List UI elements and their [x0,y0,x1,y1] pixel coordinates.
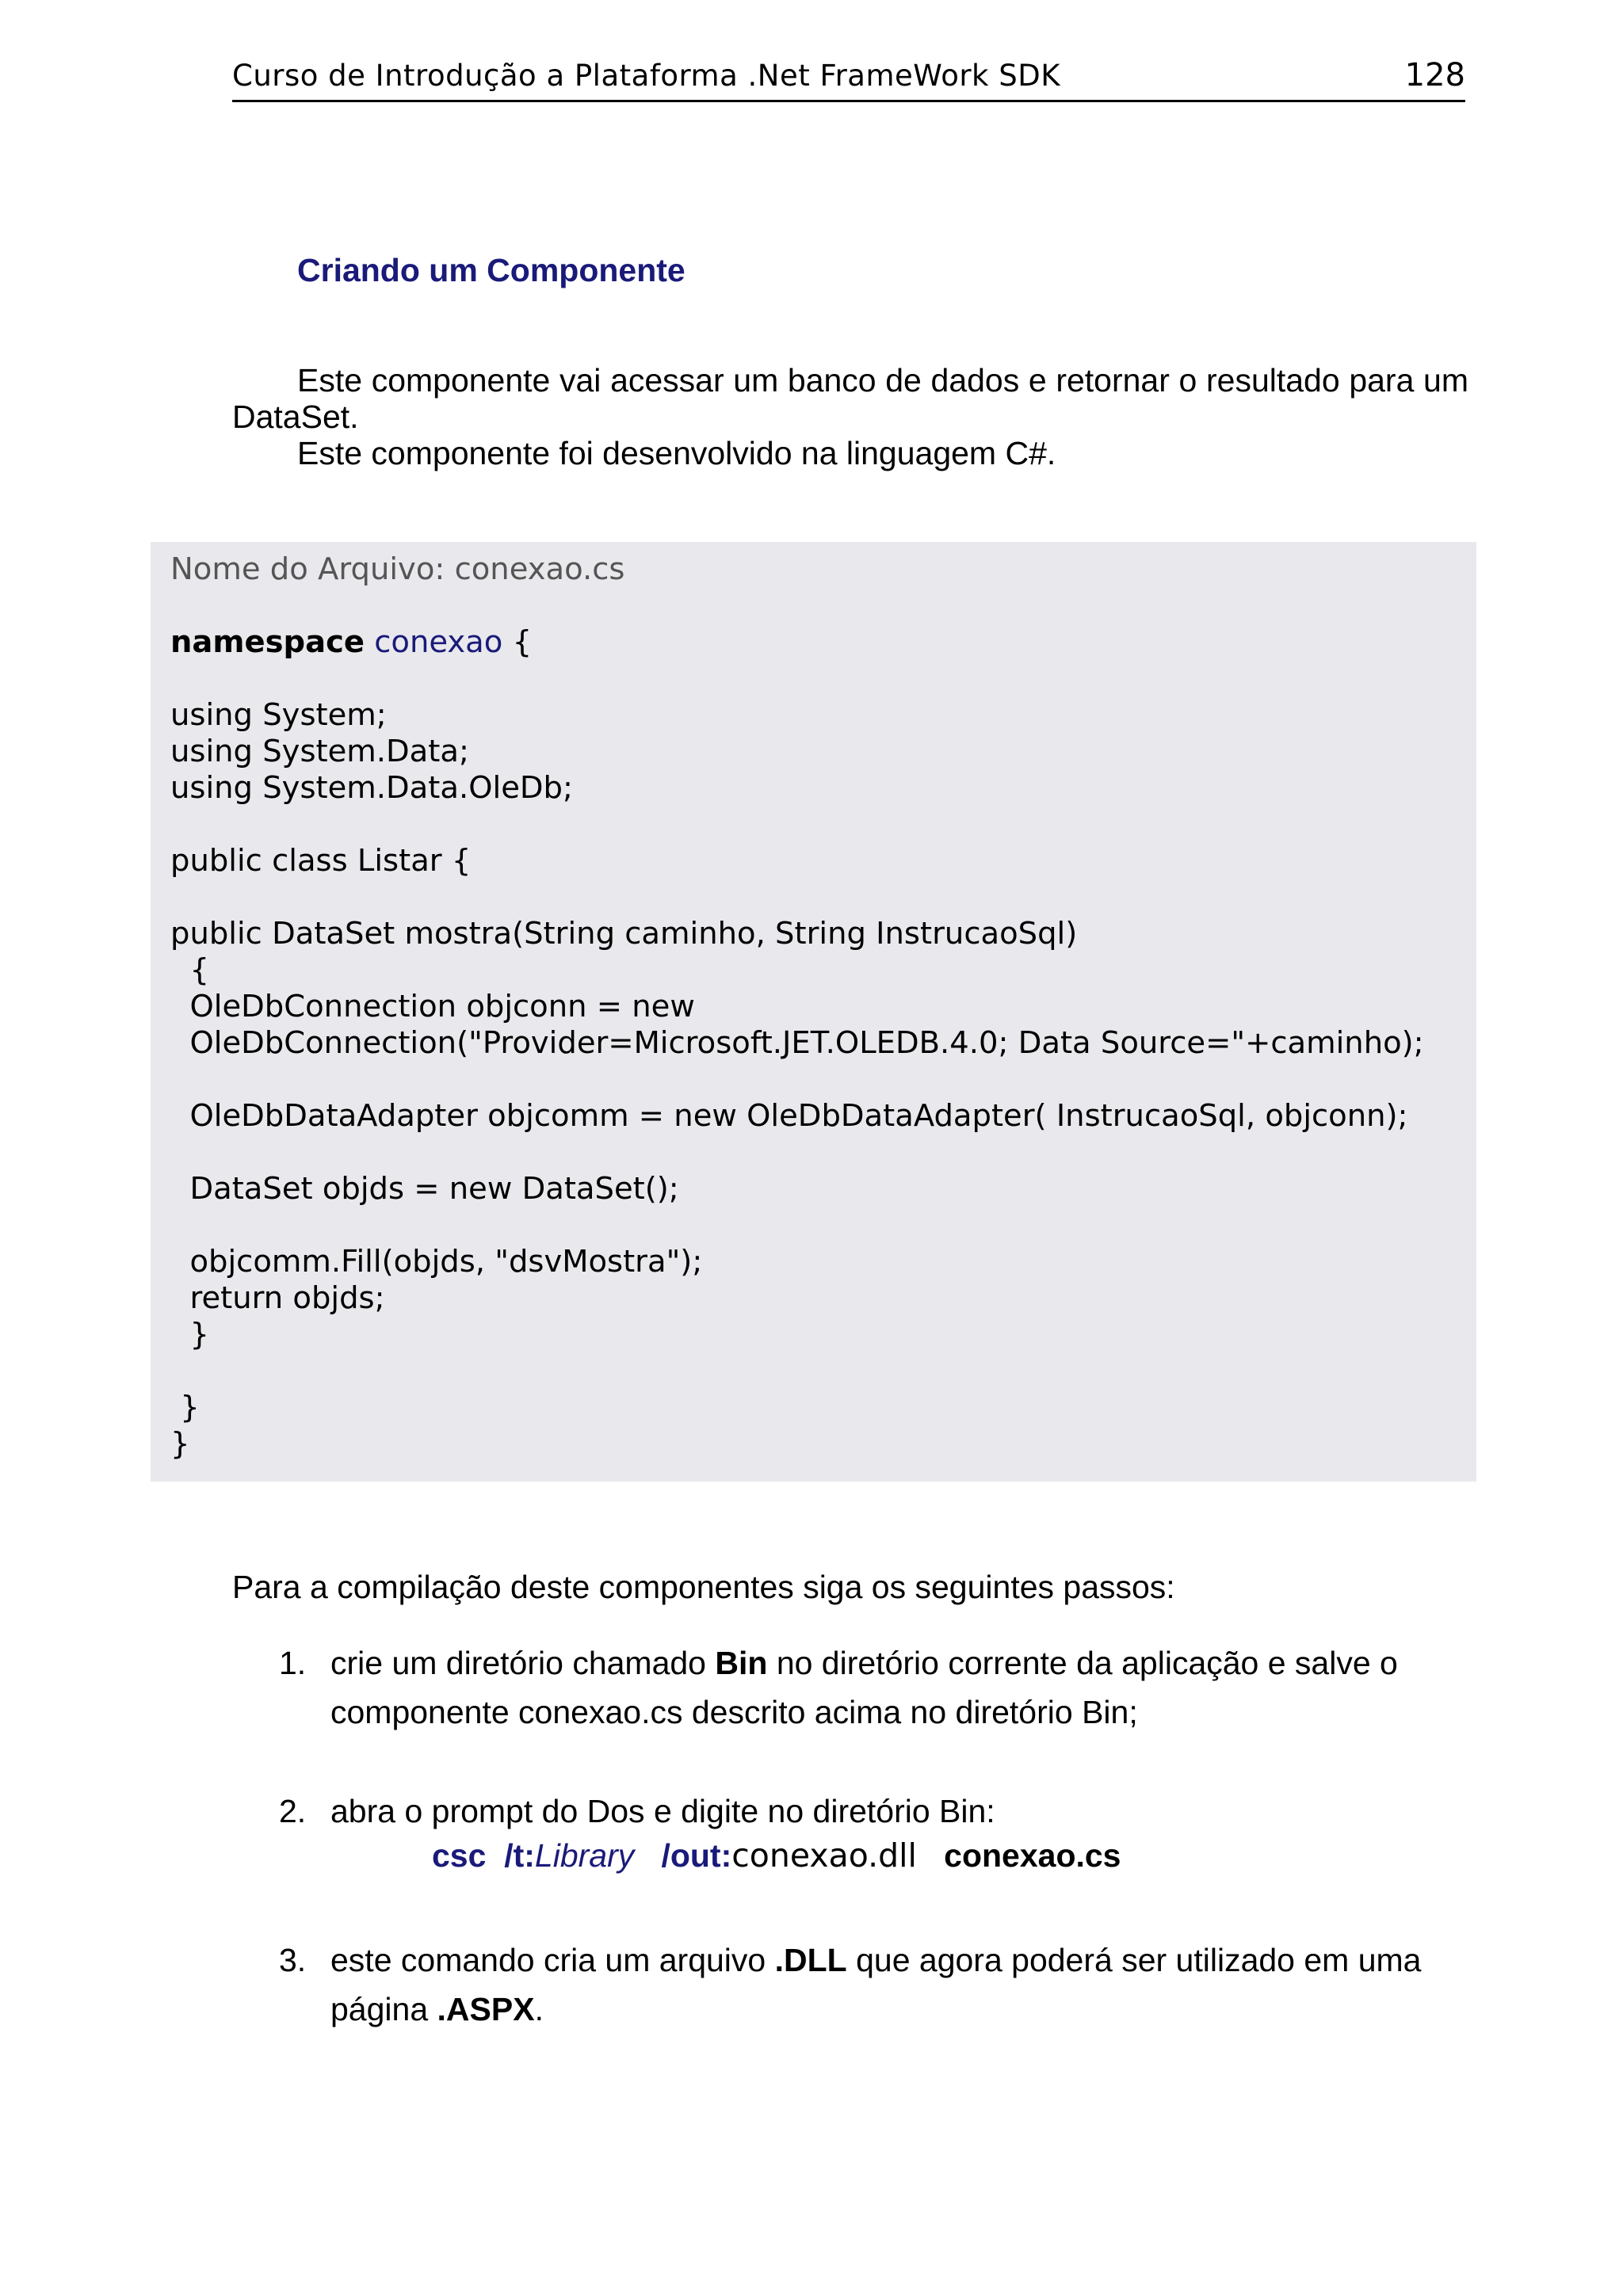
code-namespace-keyword: namespace [170,624,365,660]
step-number: 1. [279,1645,307,1681]
code-filename: Nome do Arquivo: conexao.cs [170,551,625,587]
page-header [232,51,1465,102]
step-bold-bin: Bin [715,1645,768,1681]
step-text: abra o prompt do Dos e digite no diretório Bin: [330,1793,995,1829]
header-title: Curso de Introdução a Plataforma .Net FrameWork SDK [232,59,1060,93]
compile-command [432,1836,1121,1875]
step-number: 2. [279,1793,307,1829]
code-block [151,542,1476,1482]
step-bold-aspx: .ASPX [437,1991,535,2027]
code-namespace-brace: { [502,624,533,660]
intro-text [232,362,1468,471]
cmd-csc: csc [432,1837,487,1874]
step-bold-dll: .DLL [774,1942,847,1978]
step-text: este comando cria um arquivo .DLL que agora poderá ser utilizado em uma página .ASPX. [330,1942,1422,2027]
cmd-out-value: conexao.dll [731,1836,917,1875]
cmd-t-flag: /t: [504,1837,535,1874]
section-heading: Criando um Componente [297,252,685,288]
code-namespace-name: conexao [374,624,503,660]
code-listing [170,551,1424,1463]
step-number: 3. [279,1942,307,1978]
code-body: using System; using System.Data; using System.Data.OleDb; public class Listar { public DataSet mostra(String caminho, String InstrucaoSql) { OleDbConnection objconn = new OleDbConnection("Provider=Microsoft.JET.OLEDB.4.0; Data Source="+caminho); OleDbDataAdapter objcomm = new OleDbDataAdapter( InstrucaoSql, objconn); DataSet objds = new DataSet(); objcomm.Fill(objds, "dsvMostra"); return objds; } } } [170,697,1424,1462]
cmd-source: conexao.cs [944,1837,1121,1874]
steps-intro: Para a compilação deste componentes siga os seguintes passos: [232,1569,1175,1605]
intro-paragraph-2: Este componente foi desenvolvido na linguagem C#. [297,435,1056,471]
step-text: crie um diretório chamado Bin no diretório corrente da aplicação e salve o componente conexao.cs descrito acima no diretório Bin; [330,1645,1398,1730]
page-number: 128 [1404,57,1465,93]
intro-paragraph-1: Este componente vai acessar um banco de dados e retornar o resultado para um DataSet. [232,362,1468,435]
cmd-out-flag: /out: [661,1837,732,1874]
cmd-t-value: Library [534,1837,635,1874]
